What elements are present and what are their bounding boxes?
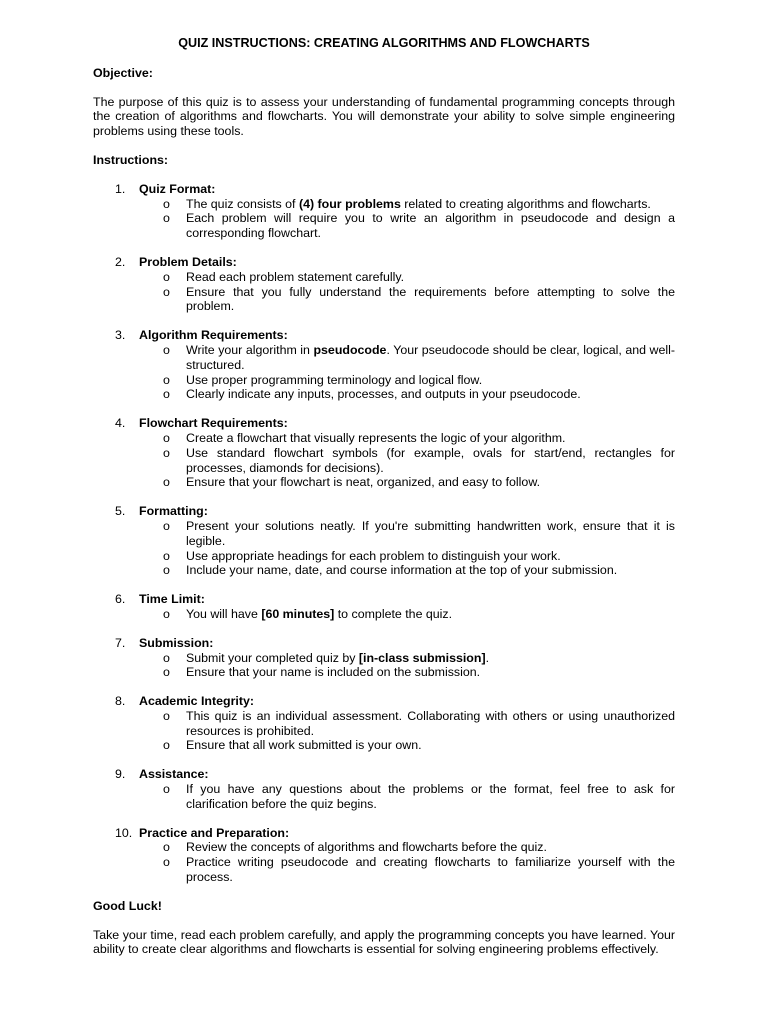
sub-bullet [139,738,675,753]
item-heading: Submission: [139,635,214,650]
bullet-text: The quiz consists of [186,196,299,211]
item-number: 9. [115,767,126,782]
item-heading: Quiz Format: [139,181,216,196]
sub-bullet [139,709,675,739]
instruction-item [93,504,675,578]
hollow-bullet-icon: o [163,855,170,870]
sub-bullet [139,270,675,285]
sub-bullet-list [139,651,675,681]
bullet-text: Each problem will require you to write an algorithm in pseudocode and design a corresponding flowchart. [186,211,675,241]
instruction-item [93,416,675,490]
bullet-text: Ensure that your name is included on the submission. [186,665,481,680]
item-heading: Problem Details: [139,254,237,269]
hollow-bullet-icon: o [163,445,170,460]
hollow-bullet-icon: o [163,548,170,563]
hollow-bullet-icon: o [163,196,170,211]
hollow-bullet-icon: o [163,782,170,797]
bullet-text: Include your name, date, and course information at the top of your submission. [186,563,618,578]
instruction-item [93,255,675,314]
instruction-item [93,694,675,753]
instruction-item [93,592,675,622]
hollow-bullet-icon: o [163,387,170,402]
sub-bullet [139,665,675,680]
hollow-bullet-icon: o [163,738,170,753]
hollow-bullet-icon: o [163,284,170,299]
sub-bullet-list [139,840,675,884]
instructions-heading: Instructions: [93,152,169,167]
item-number: 7. [115,635,126,650]
bullet-text: Use standard flowchart symbols (for example, ovals for start/end, rectangles for processes, diamonds for decisions). [186,445,675,475]
item-number: 1. [115,181,126,196]
hollow-bullet-icon: o [163,563,170,578]
sub-bullet-list [139,782,675,812]
hollow-bullet-icon: o [163,269,170,284]
hollow-bullet-icon: o [163,475,170,490]
sub-bullet-list [139,607,675,622]
item-heading: Assistance: [139,767,209,782]
sub-bullet [139,446,675,476]
hollow-bullet-icon: o [163,430,170,445]
hollow-bullet-icon: o [163,518,170,533]
bullet-text: Present your solutions neatly. If you're submitting handwritten work, ensure that it is legible. [186,518,675,548]
sub-bullet [139,549,675,564]
sub-bullet [139,782,675,812]
item-heading: Algorithm Requirements: [139,328,288,343]
hollow-bullet-icon: o [163,708,170,723]
bullet-text: Review the concepts of algorithms and flowcharts before the quiz. [186,840,547,855]
sub-bullet [139,607,675,622]
instruction-item [93,636,675,680]
hollow-bullet-icon: o [163,606,170,621]
bullet-text: . Your pseudocode should be clear, logical, and well-structured. [186,342,675,372]
sub-bullet [139,855,675,885]
instructions-list [93,182,675,885]
sub-bullet [139,840,675,855]
item-number: 2. [115,254,126,269]
item-heading: Academic Integrity: [139,694,254,709]
bullet-text: If you have any questions about the problems or the format, feel free to ask for clarification before the quiz begins. [186,782,675,811]
bullet-text: Practice writing pseudocode and creating flowcharts to familiarize yourself with the process. [186,855,675,885]
bullet-text: Clearly indicate any inputs, processes, and outputs in your pseudocode. [186,387,581,402]
item-number: 4. [115,416,126,431]
bullet-text: Write your algorithm in [186,342,314,357]
bullet-text: This quiz is an individual assessment. Collaborating with others or using unauthorized resources is prohibited. [186,708,675,738]
bullet-text: Use proper programming terminology and logical flow. [186,372,483,387]
bullet-text: Create a flowchart that visually represents the logic of your algorithm. [186,430,566,445]
sub-bullet [139,563,675,578]
bullet-text: Ensure that your flowchart is neat, organized, and easy to follow. [186,475,541,490]
sub-bullet [139,211,675,241]
item-heading: Formatting: [139,504,208,519]
bullet-text: related to creating algorithms and flowcharts. [400,196,651,211]
sub-bullet [139,285,675,315]
hollow-bullet-icon: o [163,372,170,387]
sub-bullet [139,475,675,490]
bold-text: [in-class submission] [358,650,486,665]
bullet-text: Ensure that you fully understand the requirements before attempting to solve the problem. [186,284,675,314]
closing-text: Take your time, read each problem carefully, and apply the programming concepts you have learned. Your ability to create clear algorithms and flowcharts is essential for solving engineering problems effectively. [93,927,675,957]
item-number: 5. [115,504,126,519]
sub-bullet [139,373,675,388]
bullet-text: to complete the quiz. [334,606,453,621]
hollow-bullet-icon: o [163,840,170,855]
sub-bullet-list [139,431,675,490]
item-heading: Practice and Preparation: [139,825,290,840]
item-number: 8. [115,694,126,709]
sub-bullet-list [139,270,675,314]
hollow-bullet-icon: o [163,211,170,226]
bullet-text: . [485,650,490,665]
instruction-item [93,328,675,402]
objective-heading: Objective: [93,65,153,80]
sub-bullet [139,519,675,549]
item-number: 10. [115,825,133,840]
objective-text: The purpose of this quiz is to assess your understanding of fundamental programming concepts through the creation of algorithms and flowcharts. You will demonstrate your ability to solve simple engineering problems using these tools. [93,94,675,139]
document-title: QUIZ INSTRUCTIONS: CREATING ALGORITHMS AND FLOWCHARTS [178,36,590,50]
bullet-text: Ensure that all work submitted is your own. [186,738,422,753]
instruction-item [93,767,675,811]
closing-heading: Good Luck! [93,898,162,913]
item-number: 6. [115,592,126,607]
instruction-item [93,826,675,885]
bold-text: pseudocode [313,342,387,357]
item-heading: Time Limit: [139,592,205,607]
sub-bullet-list [139,519,675,578]
bold-text: (4) four problems [298,196,401,211]
hollow-bullet-icon: o [163,650,170,665]
sub-bullet-list [139,197,675,241]
item-heading: Flowchart Requirements: [139,416,288,431]
sub-bullet [139,651,675,666]
bullet-text: Read each problem statement carefully. [186,269,405,284]
bullet-text: You will have [186,606,262,621]
sub-bullet [139,387,675,402]
bullet-text: Submit your completed quiz by [186,650,359,665]
sub-bullet [139,431,675,446]
hollow-bullet-icon: o [163,665,170,680]
sub-bullet-list [139,709,675,753]
item-number: 3. [115,328,126,343]
bold-text: [60 minutes] [261,606,335,621]
hollow-bullet-icon: o [163,342,170,357]
sub-bullet-list [139,343,675,402]
sub-bullet [139,343,675,373]
sub-bullet [139,197,675,212]
instruction-item [93,182,675,241]
bullet-text: Use appropriate headings for each problem to distinguish your work. [186,548,561,563]
